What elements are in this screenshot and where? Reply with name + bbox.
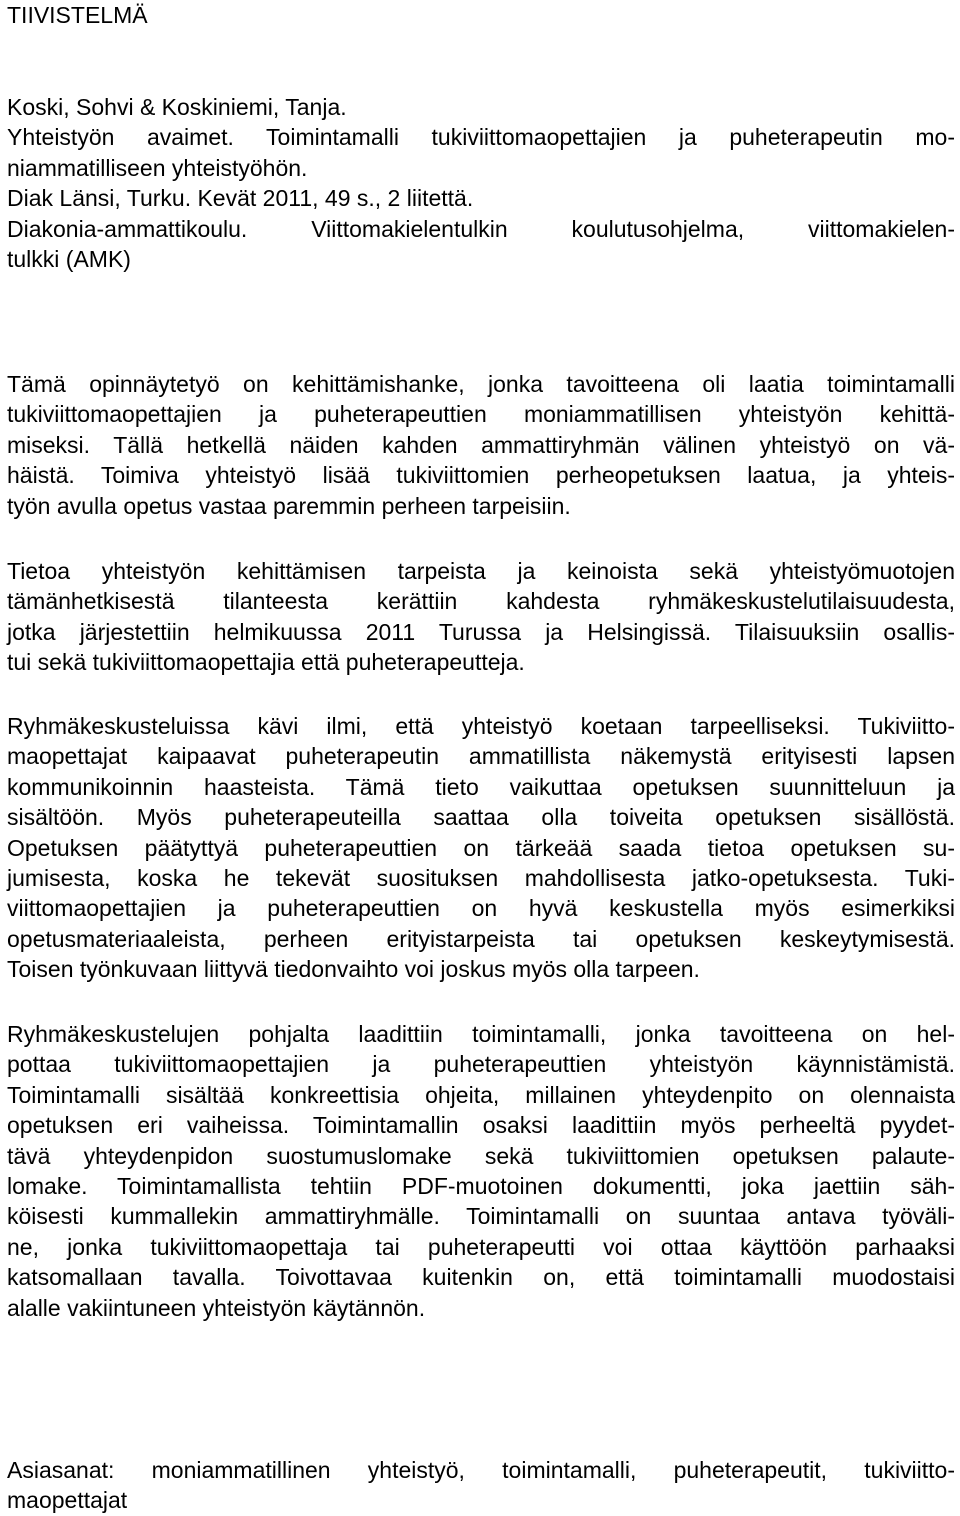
text-line: tävä yhteydenpidon suostumuslomake sekä tukiviittomien opetuksen palaute- [7, 1142, 955, 1169]
keywords-line: Asiasanat: moniammatillinen yhteistyö, toimintamalli, puheterapeutit, tukiviitto- [7, 1457, 955, 1483]
text-line: työn avulla opetus vastaa paremmin perheen tarpeisiin. [7, 492, 571, 519]
text-line: katsomallaan tavalla. Toivottavaa kuitenkin on, että toimintamalli muodostaisi [7, 1264, 955, 1291]
text-line: alalle vakiintuneen yhteistyön käytännön. [7, 1294, 426, 1321]
bibliographic-info [7, 92, 955, 274]
text-line: jumisesta, koska he tekevät suosituksen mahdollisesta jatko-opetuksesta. Tuki- [7, 865, 955, 892]
text-line: Toisen työnkuvaan liittyvä tiedonvaihto voi joskus myös olla tarpeen. [7, 956, 700, 983]
text-line: pottaa tukiviittomaopettajien ja puheterapeuttien yhteistyön käynnistämistä. [7, 1051, 955, 1078]
text-line: Ryhmäkeskustelujen pohjalta laadittiin toimintamalli, jonka tavoitteena on hel- [7, 1021, 955, 1047]
text-line: Ryhmäkeskusteluissa kävi ilmi, että yhteistyö koetaan tarpeelliseksi. Tukiviitto- [7, 713, 955, 739]
text-line: ne, jonka tukiviittomaopettaja tai puheterapeutti voi ottaa käyttöön parhaaksi [7, 1233, 955, 1260]
publication-line: Diak Länsi, Turku. Kevät 2011, 49 s., 2 liitettä. [7, 185, 474, 212]
thesis-title-line: niammatilliseen yhteistyöhön. [7, 154, 308, 181]
thesis-title-line: Yhteistyön avaimet. Toimintamalli tukiviittomaopettajien ja puheterapeutin mo- [7, 124, 955, 151]
text-line: jotka järjestettiin helmikuussa 2011 Turussa ja Helsingissä. Tilaisuuksiin osallis- [7, 618, 955, 645]
keywords [7, 1455, 955, 1516]
abstract-paragraph [7, 1019, 955, 1323]
text-line: lomake. Toimintamallista tehtiin PDF-muotoinen dokumentti, joka jaettiin säh- [7, 1173, 955, 1200]
text-line: opetuksen eri vaiheissa. Toimintamallin osaksi laadittiin myös perheeltä pyydet- [7, 1112, 955, 1139]
abstract-paragraph [7, 556, 955, 678]
page-title: TIIVISTELMÄ [7, 2, 148, 28]
text-line: kommunikoinnin haasteista. Tämä tieto vaikuttaa opetuksen suunnitteluun ja [7, 773, 955, 800]
text-line: maopettajat kaipaavat puheterapeutin ammatillista näkemystä erityisesti lapsen [7, 743, 955, 770]
text-line: miseksi. Tällä hetkellä näiden kahden ammattiryhmän välinen yhteistyö on vä- [7, 431, 955, 458]
text-line: häistä. Toimiva yhteistyö lisää tukiviittomien perheopetuksen laatua, ja yhteis- [7, 462, 955, 489]
text-line: Opetuksen päätyttyä puheterapeuttien on tärkeää saada tietoa opetuksen su- [7, 834, 955, 861]
authors-line: Koski, Sohvi & Koskiniemi, Tanja. [7, 94, 347, 120]
abstract-paragraph [7, 369, 955, 521]
text-line: tui sekä tukiviittomaopettajia että puheterapeutteja. [7, 649, 525, 676]
text-line: Toimintamalli sisältää konkreettisia ohjeita, millainen yhteydenpito on olennaista [7, 1081, 955, 1108]
text-line: tukiviittomaopettajien ja puheterapeuttien moniammatillisen yhteistyön kehittä- [7, 401, 955, 428]
text-line: Tietoa yhteistyön kehittämisen tarpeista ja keinoista sekä yhteistyömuotojen [7, 558, 955, 584]
degree-programme-line: Diakonia-ammattikoulu. Viittomakielentulkin koulutusohjelma, viittomakielen- [7, 215, 955, 242]
text-line: viittomaopettajien ja puheterapeuttien on hyvä keskustella myös esimerkiksi [7, 895, 955, 922]
text-line: sisältöön. Myös puheterapeuteilla saattaa olla toiveita opetuksen sisällöstä. [7, 804, 955, 831]
text-line: köisesti kummallekin ammattiryhmälle. Toimintamalli on suuntaa antava työväli- [7, 1203, 955, 1230]
keywords-line: maopettajat [7, 1487, 128, 1514]
abstract-paragraph [7, 711, 955, 985]
text-line: Tämä opinnäytetyö on kehittämishanke, jonka tavoitteena oli laatia toimintamalli [7, 371, 955, 397]
text-line: opetusmateriaaleista, perheen erityistarpeista tai opetuksen keskeytymisestä. [7, 925, 955, 952]
degree-programme-line: tulkki (AMK) [7, 246, 131, 273]
text-line: tämänhetkisestä tilanteesta kerättiin kahdesta ryhmäkeskustelutilaisuudesta, [7, 588, 955, 615]
